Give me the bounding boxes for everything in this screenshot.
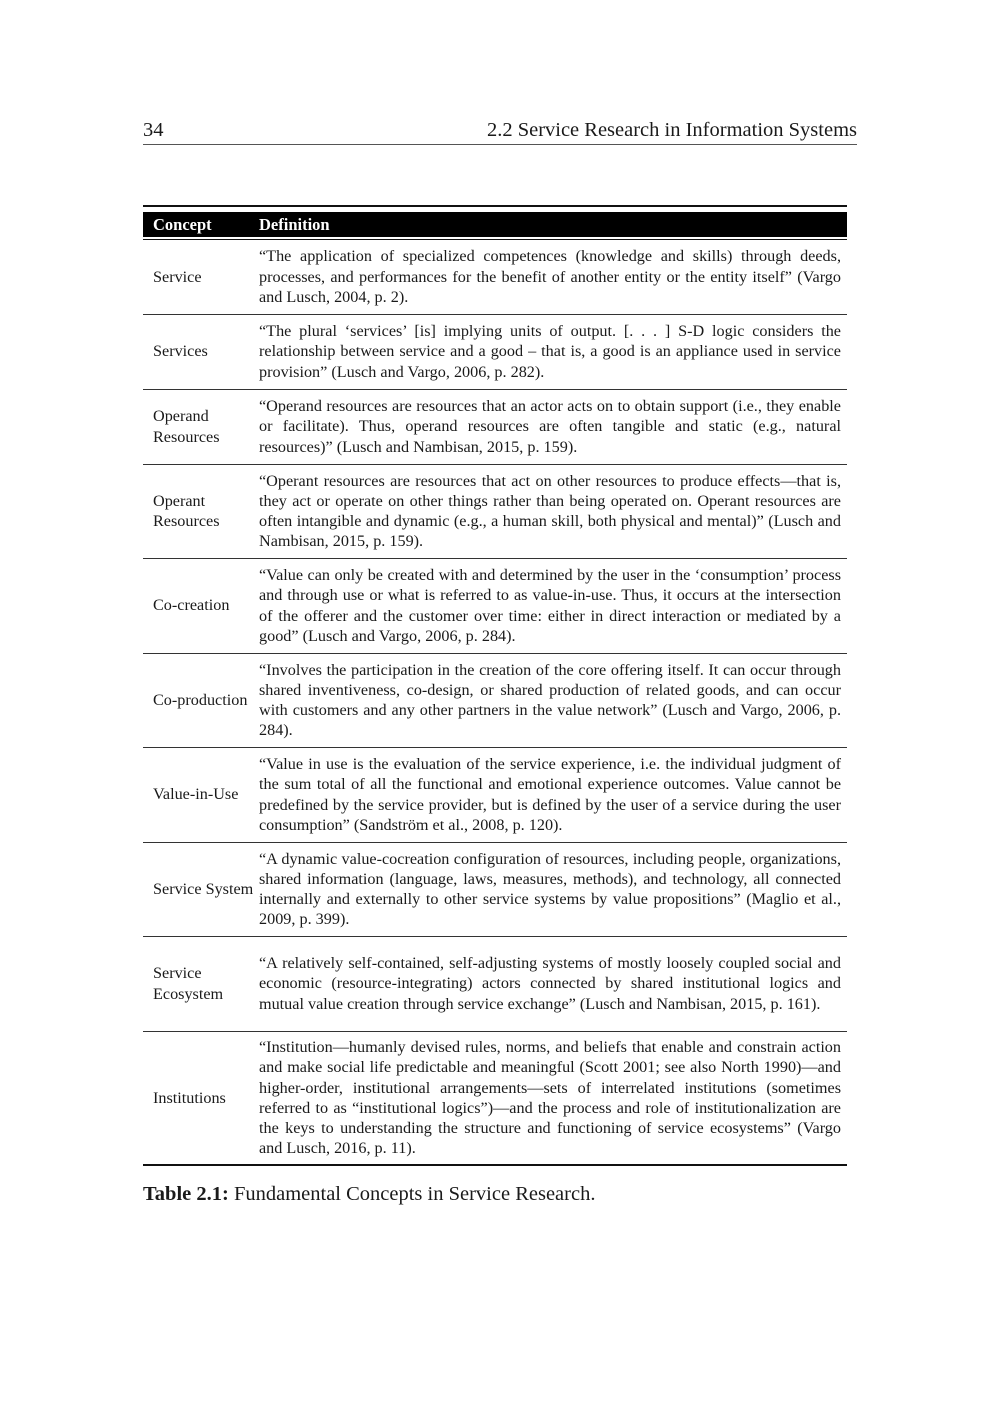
- definition-cell: “Operant resources are resources that act on other resources to produce effects—that is, they act or operate on other things rather than being operated on. Operant resources are often intangible and dynamic (e.g., a human skill, both physical and mental)” (Lusch and Nambisan, 2015, p. 159).: [259, 471, 841, 551]
- table-row: [143, 464, 847, 558]
- concept-cell: Co-creation: [153, 596, 230, 615]
- table-row: [143, 558, 847, 653]
- table-row: [143, 747, 847, 842]
- concept-cell: Value-in-Use: [153, 785, 239, 804]
- page-number: 34: [143, 119, 164, 141]
- concept-cell: Institutions: [153, 1088, 226, 1107]
- concept-cell: Service System: [153, 879, 254, 898]
- concept-cell: Services: [153, 342, 208, 361]
- table-row: [143, 389, 847, 464]
- definition-cell: “Institution—humanly devised rules, norms, and beliefs that enable and constrain action and make social life predictable and meaningful (Scott 2001; see also North 1990)—and higher-order, institutional arrangements—sets of interrelated institutions (sometimes referred to as “institutional logics”)—and the process and role of institutionalization are the keys to understanding the structure and functioning of service ecosystems” (Vargo and Lusch, 2016, p. 11).: [259, 1038, 841, 1158]
- table-row: [143, 240, 847, 314]
- caption-label: Table 2.1:: [143, 1183, 229, 1205]
- concept-cell: Service: [153, 267, 202, 286]
- table-top-rule: [143, 205, 847, 207]
- concepts-table: [143, 205, 847, 1166]
- concepts-table-body: [143, 240, 847, 1166]
- definition-cell: “A dynamic value-cocreation configuration of resources, including people, organizations, shared information (language, laws, measures, methods), and technology, all connected internally and externally to other service systems by value propositions” (Maglio et al., 2009, p. 399).: [259, 849, 841, 929]
- caption-text: Fundamental Concepts in Service Research.: [233, 1183, 596, 1205]
- concept-cell: Co-production: [153, 690, 248, 709]
- definition-cell: “Involves the participation in the creation of the core offering itself. It can occur through shared inventiveness, co-design, or shared production of related goods, and can occur with customers and any other partners in the value network” (Lusch and Vargo, 2006, p. 284).: [259, 660, 841, 740]
- definition-cell: “A relatively self-contained, self-adjusting systems of mostly loosely coupled social and economic (resource-integrating) actors connected by shared institutional logics and mutual value creation through service exchange” (Lusch and Nambisan, 2015, p. 161).: [259, 954, 841, 1013]
- table-row: [143, 936, 847, 1031]
- section-title: 2.2 Service Research in Information Systems: [486, 119, 857, 141]
- table-header-row: [143, 212, 847, 237]
- definition-cell: “The application of specialized competences (knowledge and skills) through deeds, processes, and performances for the benefit of another entity or the entity itself” (Vargo and Lusch, 2004, p. 2).: [259, 247, 841, 306]
- table-row: [143, 653, 847, 747]
- table-row: [143, 1031, 847, 1165]
- definition-cell: “The plural ‘services’ [is] implying units of output. [. . . ] S-D logic considers the relationship between service and a good – that is, a good is an appliance used in service provision” (Lusch and Vargo, 2006, p. 282).: [259, 322, 841, 381]
- concept-cell: Operant Resources: [153, 491, 220, 530]
- running-head: [143, 117, 857, 145]
- definition-cell: “Operand resources are resources that an actor acts on to obtain support (i.e., they enable or facilitate). Thus, operand resources are often tangible and static (e.g., natural resources)” (Lusch and Nambisan, 2015, p. 159).: [259, 397, 841, 456]
- definition-cell: “Value can only be created with and determined by the user in the ‘consumption’ process and through use or what is referred to as value-in-use. Thus, it occurs at the intersection of the offerer and the customer over time: either in direct interaction or mediated by a good” (Lusch and Vargo, 2006, p. 284).: [259, 566, 841, 645]
- table-row: [143, 314, 847, 389]
- concept-cell: Operand Resources: [153, 407, 220, 446]
- column-header-definition: Definition: [259, 215, 330, 234]
- concept-cell: Service Ecosystem: [153, 964, 224, 1003]
- table-row: [143, 842, 847, 936]
- table-caption: [143, 1181, 595, 1207]
- column-header-concept: Concept: [153, 215, 212, 234]
- definition-cell: “Value in use is the evaluation of the service experience, i.e. the individual judgment of the sum total of all the functional and emotional experience outcomes. Value cannot be predefined by the service provider, but is defined by the user of a service during the user consumption” (Sandström et al., 2008, p. 120).: [259, 755, 841, 834]
